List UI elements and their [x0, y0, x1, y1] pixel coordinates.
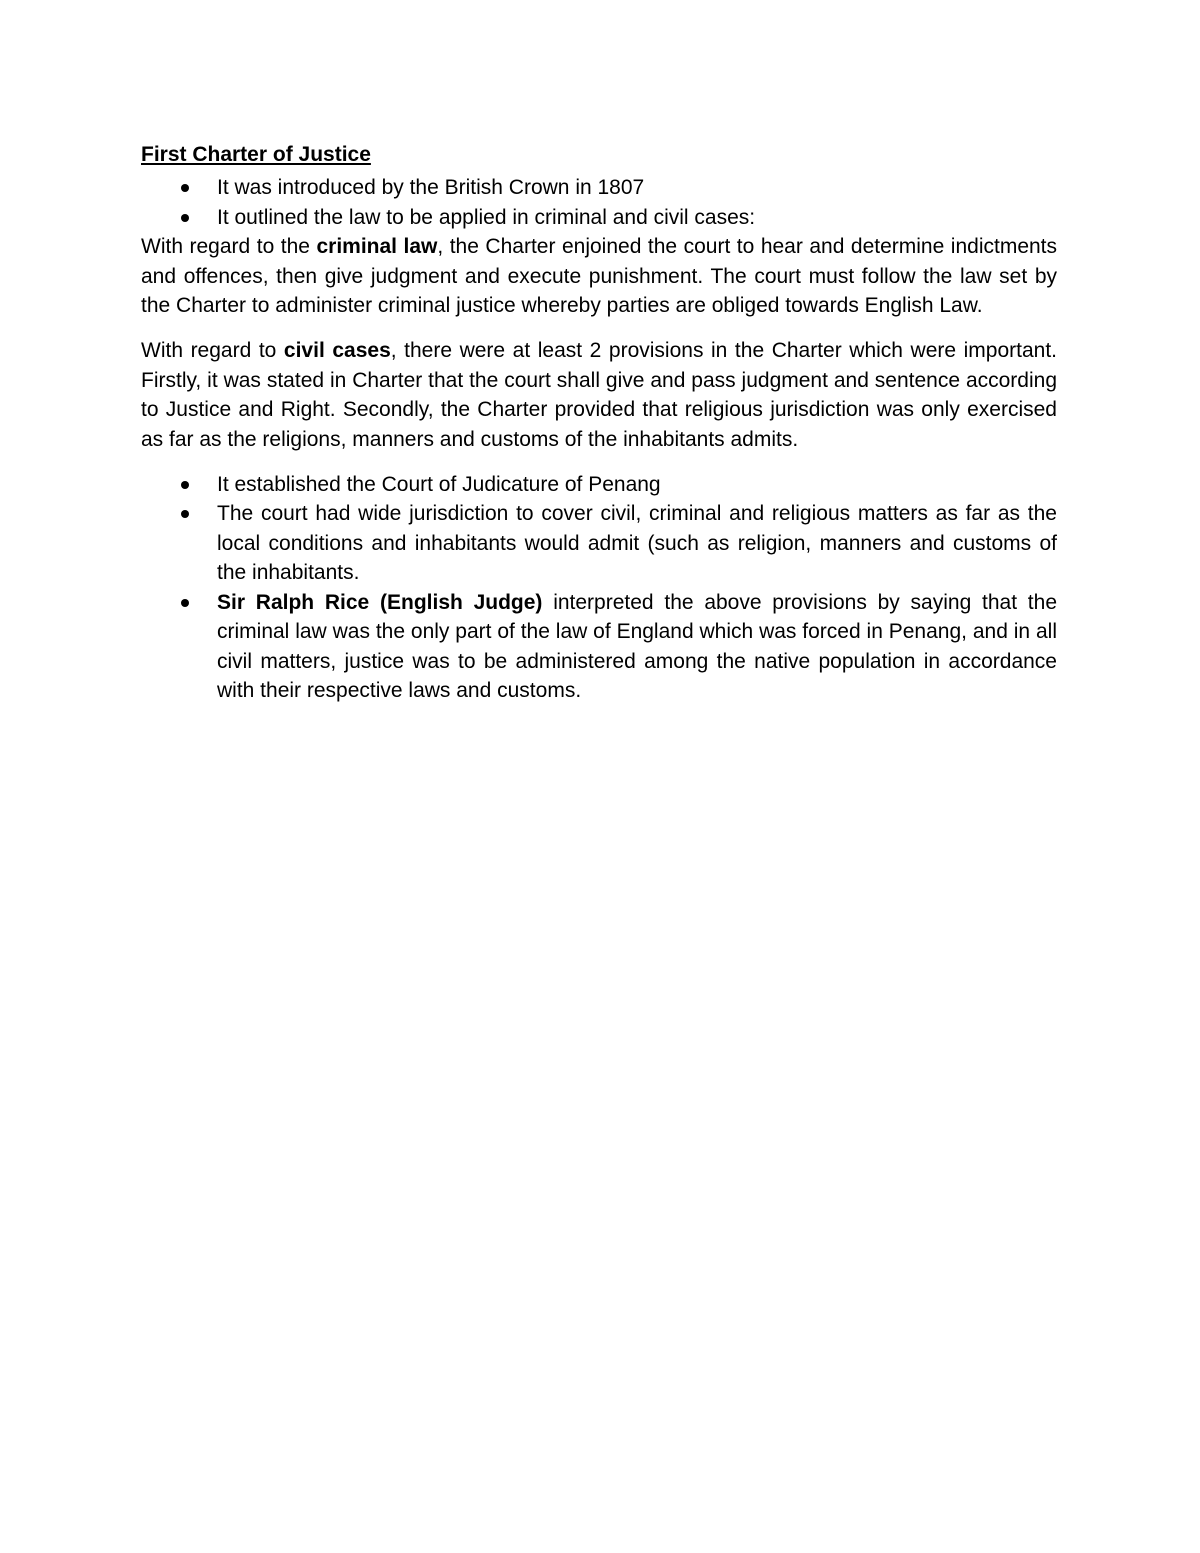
list-item-text: It established the Court of Judicature of Penang — [217, 473, 661, 497]
list-item — [141, 203, 1057, 232]
list-item — [141, 173, 1057, 202]
bold-term: criminal law — [316, 235, 438, 259]
paragraph-text: With regard to the — [141, 235, 317, 259]
document-page — [141, 140, 1057, 705]
paragraph-text: , the Charter enjoined the court to hear and determine indictments and offences, then give judgment and execute punishment. The court must follow the law set by the Charter to administer criminal justice whereby parties are obliged towards English Law. — [141, 235, 1058, 318]
bold-term: Sir Ralph Rice (English Judge) — [217, 590, 543, 614]
list-item — [141, 470, 1057, 499]
list-item-text: interpreted the above provisions by saying that the criminal law was the only part of the law of England which was forced in Penang, and in all civil matters, justice was to be administered among the native population in accordance with their respective laws and customs. — [217, 590, 1057, 702]
paragraph-criminal-law — [141, 232, 1057, 320]
list-item-text: The court had wide jurisdiction to cover civil, criminal and religious matters as far as the local conditions and inhabitants would admit (such as religion, manners and customs of the inhabitants. — [217, 502, 1057, 585]
bullet-icon — [181, 184, 189, 192]
list-item — [141, 588, 1057, 706]
paragraph-text: , there were at least 2 provisions in the Charter which were important. Firstly, it was stated in Charter that the court shall give and pass judgment and sentence according to Justice and Right. Secondly, the Charter provided that religious jurisdiction was only exercised as far as the religions, manners and customs of the inhabitants admits. — [141, 339, 1057, 451]
bold-term: civil cases — [283, 339, 391, 363]
paragraph-civil-cases — [141, 336, 1057, 454]
bullet-icon — [181, 214, 189, 222]
bullet-list-bottom — [141, 470, 1057, 705]
paragraph-text: With regard to — [141, 339, 284, 363]
document-title: First Charter of Justice — [141, 143, 371, 166]
bullet-icon — [181, 481, 189, 489]
list-item-text: It outlined the law to be applied in criminal and civil cases: — [217, 205, 756, 229]
bullet-icon — [181, 510, 189, 518]
bullet-icon — [181, 599, 189, 607]
bullet-list-top — [141, 173, 1057, 232]
list-item-text: It was introduced by the British Crown in 1807 — [217, 176, 645, 200]
list-item — [141, 499, 1057, 587]
